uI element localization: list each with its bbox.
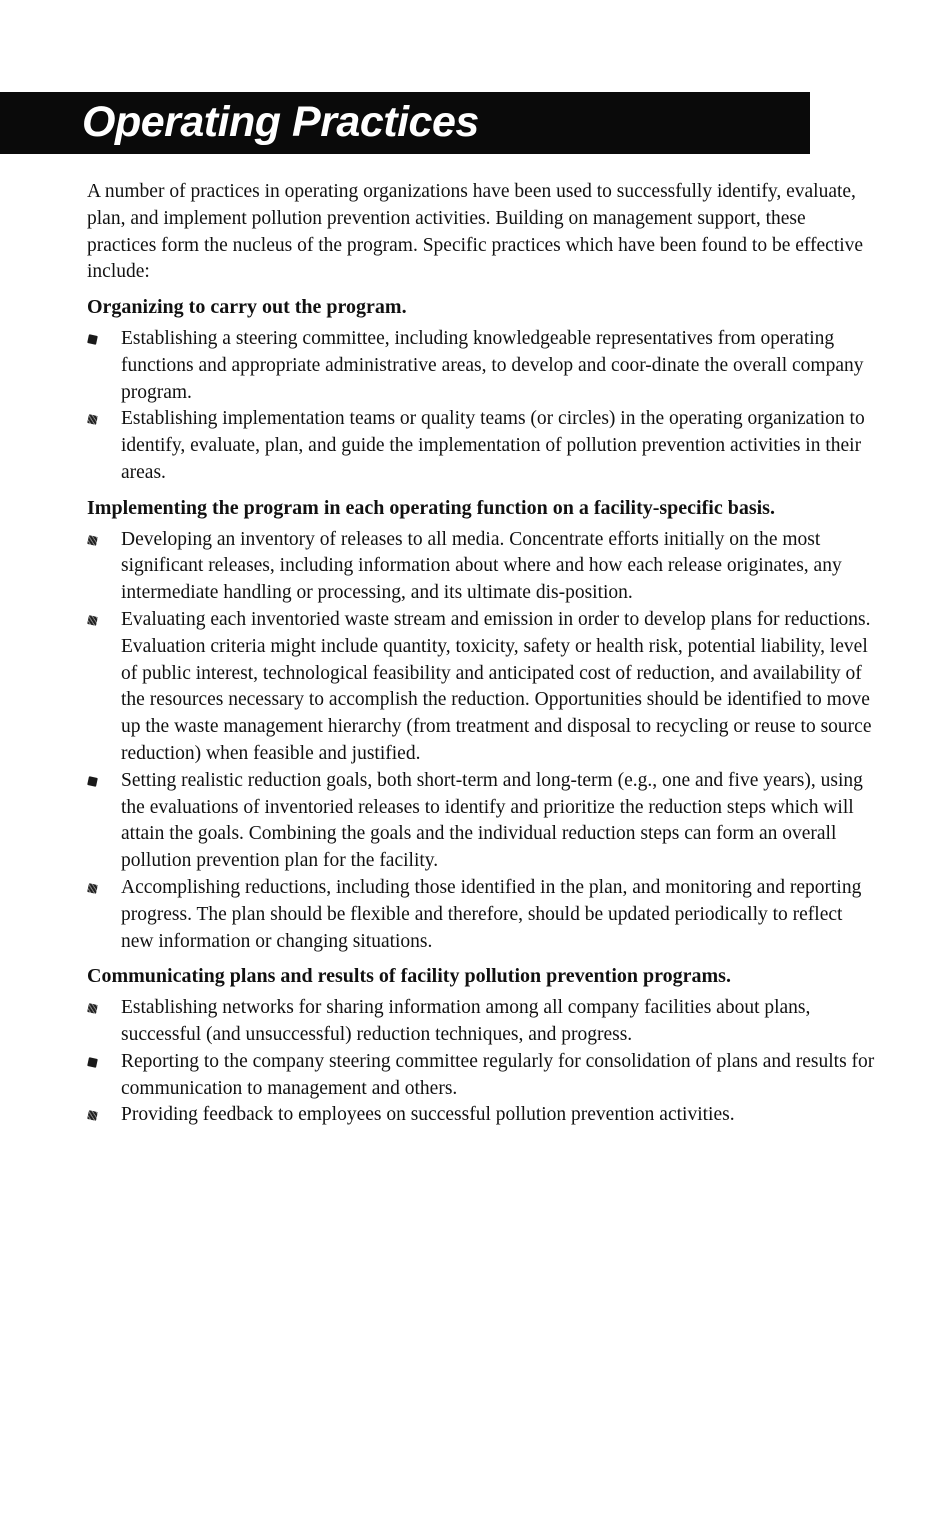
bullet-list [87,527,875,956]
list-item [87,406,875,486]
list-item-text: Providing feedback to employees on successful pollution prevention activities. [121,1104,735,1126]
section-heading: Implementing the program in each operating function on a facility-specific basis. [87,496,775,519]
list-item [87,1102,875,1129]
section-implementing [87,495,875,956]
section-communicating [87,963,875,1129]
list-item-text: Evaluating each inventoried waste stream and emission in order to develop plans for reductions. Evaluation criteria might include quantity, toxicity, safety or health risk, potential liability, level of public interest, technological feasibility and anticipated cost of reduction, and availability of the resources necessary to accomplish the reduction. Opportunities should be identified to move up the waste management hierarchy (from treatment and disposal to recycling or reuse to source reduction) when feasible and justified. [121,608,872,764]
list-item-text: Setting realistic reduction goals, both short-term and long-term (e.g., one and five years), using the evaluations of inventoried releases to identify and prioritize the reduction steps which will attain the goals. Combining the goals and the individual reduction steps can form an overall pollution prevention plan for the facility. [121,769,863,872]
bullet-icon [87,615,98,626]
document-body [87,179,875,1137]
bullet-icon [87,1110,98,1121]
section-heading: Organizing to carry out the program. [87,296,407,319]
bullet-icon [87,334,98,345]
bullet-icon [87,1057,98,1068]
list-item [87,995,875,1049]
list-item-text: Establishing implementation teams or quality teams (or circles) in the operating organization to identify, evaluate, plan, and guide the implementation of pollution prevention activities in their areas. [121,408,865,483]
list-item [87,768,875,875]
list-item-text: Reporting to the company steering committee regularly for consolidation of plans and results for communication to management and others. [121,1050,875,1099]
list-item [87,607,875,768]
bullet-icon [87,1003,98,1014]
bullet-icon [87,535,98,546]
section-organizing [87,294,875,487]
list-item [87,527,875,607]
bullet-icon [87,883,98,894]
bullet-icon [87,415,98,426]
bullet-icon [87,776,98,787]
page-title: Operating Practices [82,98,479,146]
section-heading: Communicating plans and results of facility pollution prevention programs. [87,965,731,988]
list-item [87,875,875,955]
list-item [87,1049,875,1103]
list-item-text: Developing an inventory of releases to all media. Concentrate efforts initially on the most significant releases, including information about where and how each release originates, any intermediate handling or processing, and its ultimate dis-position. [121,528,842,604]
title-banner [0,92,810,154]
list-item-text: Establishing networks for sharing information among all company facilities about plans, successful (and unsuccessful) reduction techniques, and progress. [121,997,811,1045]
intro-paragraph: A number of practices in operating organizations have been used to successfully identify, evaluate, plan, and implement pollution prevention activities. Building on management support, these practices form the nucleus of the program. Specific practices which have been found to be effective include: [87,181,864,283]
list-item-text: Establishing a steering committee, including knowledgeable representatives from operating functions and appropriate administrative areas, to develop and coor-dinate the overall company program. [121,327,864,403]
bullet-list [87,995,875,1129]
bullet-list [87,326,875,487]
list-item [87,326,875,406]
list-item-text: Accomplishing reductions, including those identified in the plan, and monitoring and reporting progress. The plan should be flexible and therefore, should be updated periodically to reflect new information or changing situations. [121,876,862,952]
